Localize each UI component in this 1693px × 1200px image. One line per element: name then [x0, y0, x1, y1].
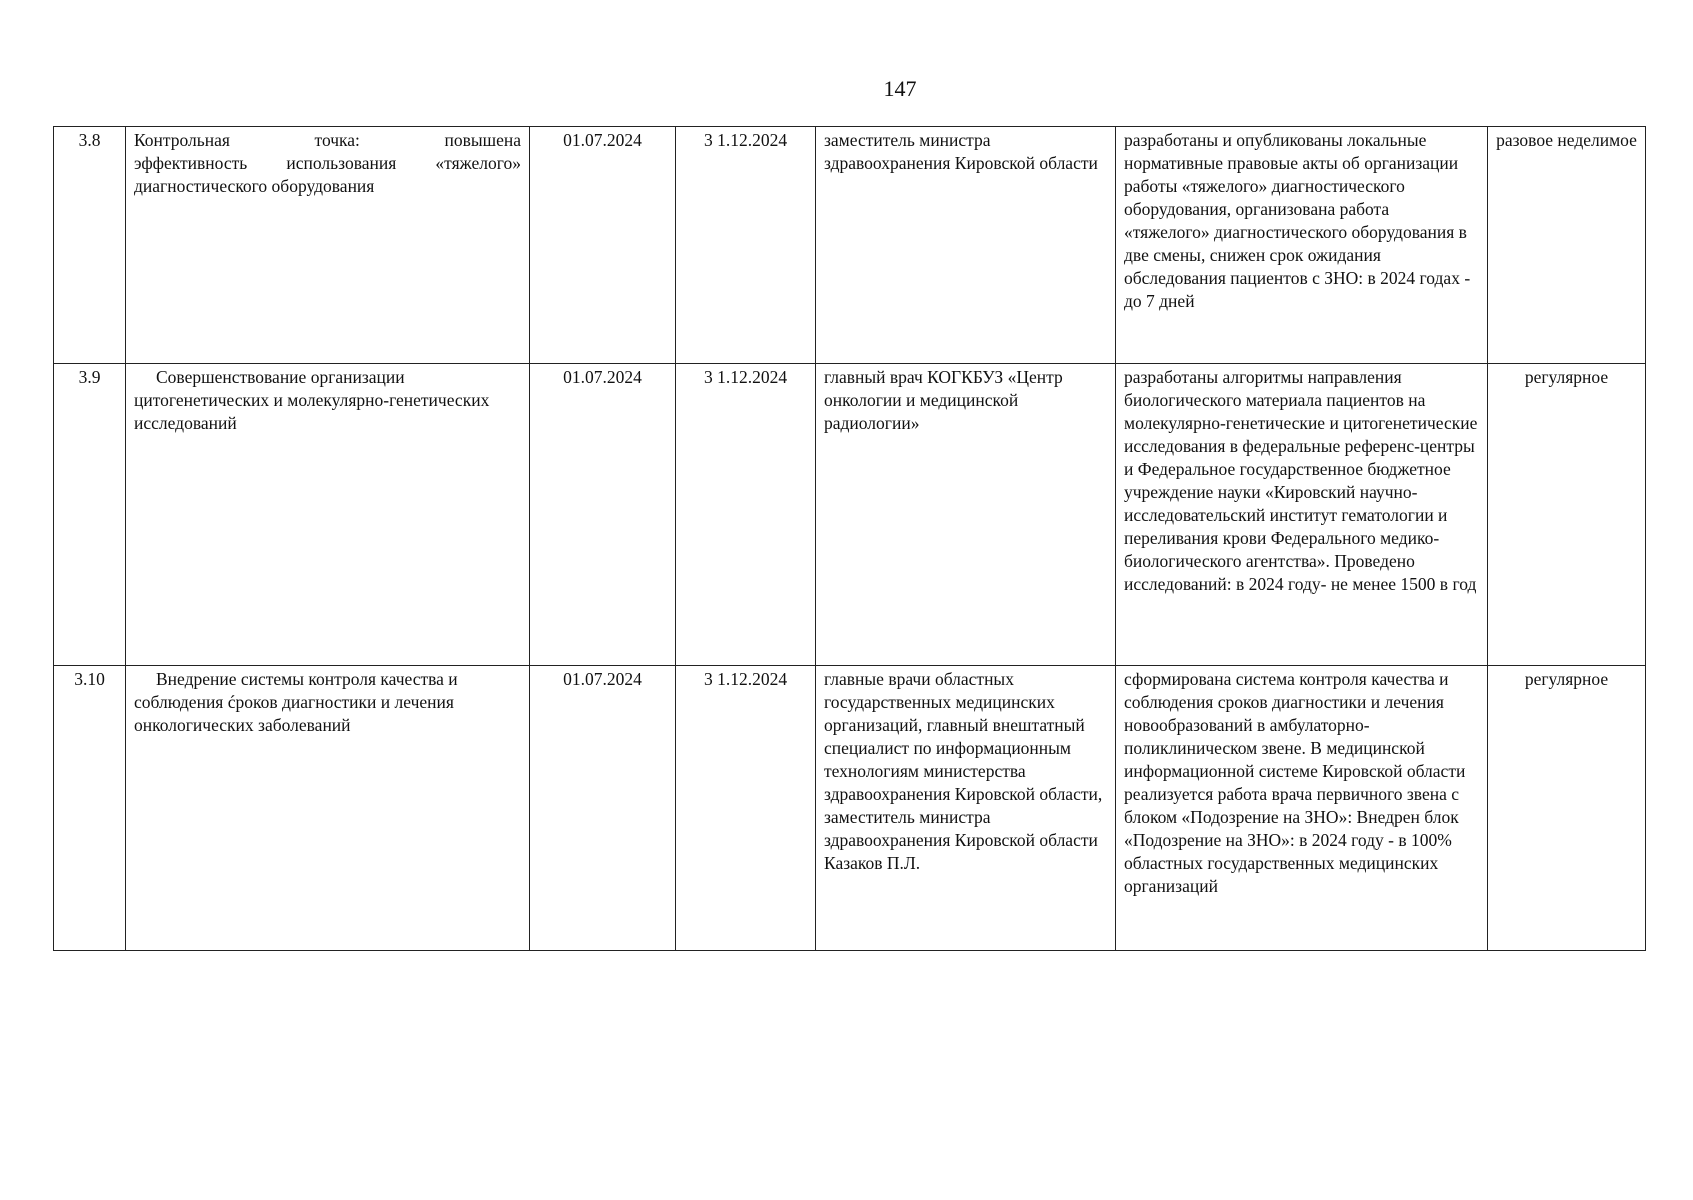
start-date: 01.07.2024: [530, 666, 676, 951]
responsible: главный врач КОГКБУЗ «Центр онкологии и медицинской радиологии»: [816, 364, 1116, 666]
result: разработаны алгоритмы направления биологического материала пациентов на молекулярно-генетические и цитогенетические исследования в федеральные референс-центры и Федеральное государственное бюджетное учреждение науки «Кировский научно- исследовательский институт гематологии и переливания крови Федерального медико-биологического агентства». Проведено исследований: в 2024 году- не менее 1500 в год: [1116, 364, 1488, 666]
measure-type: регулярное: [1488, 666, 1646, 951]
start-date: 01.07.2024: [530, 364, 676, 666]
measures-table: [53, 126, 1646, 951]
start-date: 01.07.2024: [530, 127, 676, 364]
row-title: Внедрение системы контроля качества и соблюдения ćроков диагностики и лечения онкологических заболеваний: [126, 666, 530, 951]
responsible: главные врачи областных государственных медицинских организаций, главный внештатный специалист по информационным технологиям министерства здравоохранения Кировской области, заместитель министра здравоохранения Кировской области Казаков П.Л.: [816, 666, 1116, 951]
end-date: 3 1.12.2024: [676, 364, 816, 666]
result: разработаны и опубликованы локальные нормативные правовые акты об организации работы «тяжелого» диагностического оборудования, организована работа «тяжелого» диагностического оборудования в две смены, снижен срок ожидания обследования пациентов с ЗНО: в 2024 годах - до 7 дней: [1116, 127, 1488, 364]
row-title: [126, 127, 530, 364]
end-date: 3 1.12.2024: [676, 666, 816, 951]
row-title: Совершенствование организации цитогенетических и молекулярно-генетических исследований: [126, 364, 530, 666]
measure-type: разовое неделимое: [1488, 127, 1646, 364]
row-number: 3.10: [54, 666, 126, 951]
table-row: [54, 364, 1646, 666]
measure-type: регулярное: [1488, 364, 1646, 666]
row-title-line: диагностического оборудования: [134, 176, 375, 196]
end-date: 3 1.12.2024: [676, 127, 816, 364]
table-row: [54, 666, 1646, 951]
result: сформирована система контроля качества и соблюдения сроков диагностики и лечения новообразований в амбулаторно-поликлиническом звене. В медицинской информационной системе Кировской области реализуется работа врача первичного звена с блоком «Подозрение на ЗНО»: Внедрен блок «Подозрение на ЗНО»: в 2024 году - в 100% областных государственных медицинских организаций: [1116, 666, 1488, 951]
row-title-line: Контрольная точка: повышена: [134, 130, 521, 150]
table-row: [54, 127, 1646, 364]
row-title-line: эффективность использования «тяжелого»: [134, 153, 521, 173]
page-number: 147: [883, 76, 917, 101]
responsible: заместитель министра здравоохранения Кировской области: [816, 127, 1116, 364]
row-number: 3.9: [54, 364, 126, 666]
row-number: 3.8: [54, 127, 126, 364]
